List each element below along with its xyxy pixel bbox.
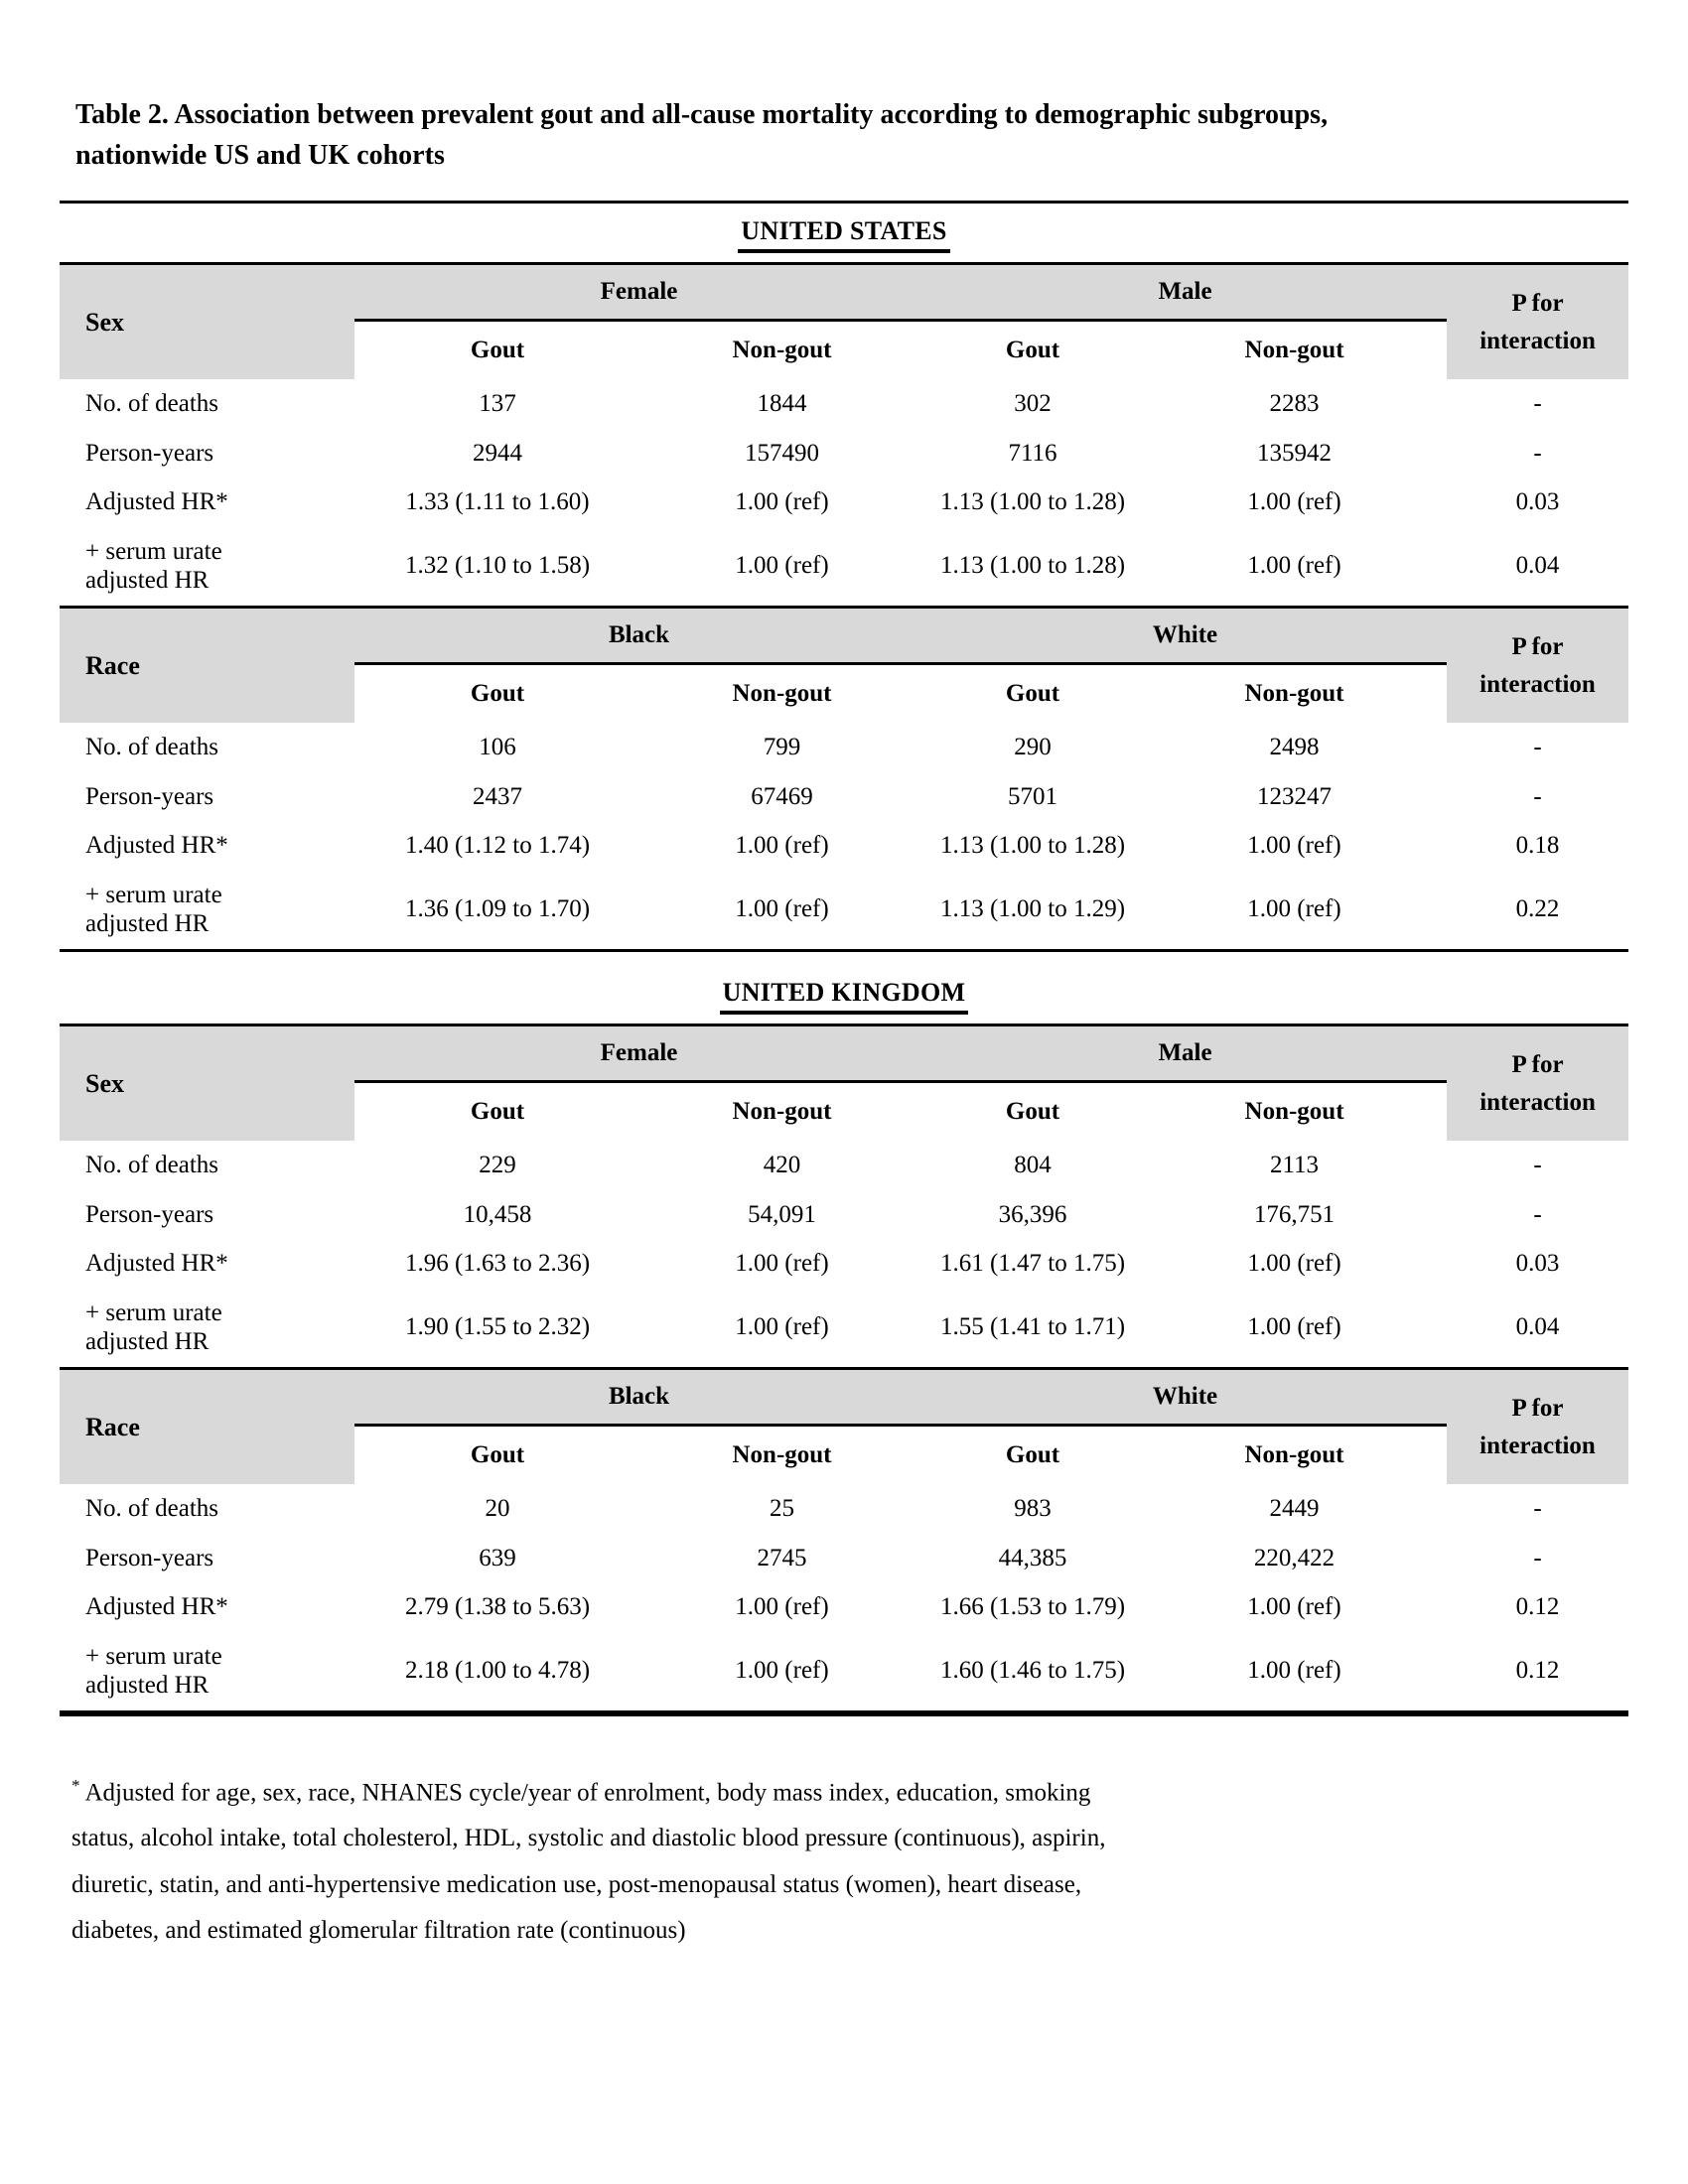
row-label xyxy=(60,1632,354,1713)
cell-value: 639 xyxy=(479,1544,516,1571)
row-serum-urate-adjusted-hr xyxy=(60,1632,1628,1713)
subcolumn-nongout: Non-gout xyxy=(640,1081,923,1141)
cell-p-interaction: - xyxy=(1533,1152,1542,1178)
row-no-of-deaths xyxy=(60,379,1628,429)
cell-value: 1.00 (ref) xyxy=(1247,552,1341,580)
cell-value: 36,396 xyxy=(998,1200,1067,1228)
cell-p-interaction: - xyxy=(1533,1544,1542,1571)
cell-value: 5701 xyxy=(1008,782,1057,810)
cell-value: 1.00 (ref) xyxy=(1247,1657,1341,1685)
group-header-row xyxy=(60,263,1628,320)
section-heading-text: UNITED KINGDOM xyxy=(720,978,969,1015)
cell-p-interaction: - xyxy=(1533,782,1542,810)
cell-value: 2283 xyxy=(1269,390,1320,417)
cell-value: 106 xyxy=(479,734,516,760)
cell-value: 420 xyxy=(763,1152,801,1178)
row-person-years xyxy=(60,1534,1628,1583)
row-person-years xyxy=(60,1190,1628,1240)
cell-p-interaction: 0.04 xyxy=(1515,1313,1560,1341)
row-label-line: adjusted HR xyxy=(85,1328,210,1356)
cell-value: 1.00 (ref) xyxy=(735,1593,829,1620)
subcolumn-nongout: Non-gout xyxy=(1142,663,1447,723)
footnote xyxy=(60,1770,1152,1954)
column-group-female: Female xyxy=(354,1024,923,1081)
row-label: Person-years xyxy=(85,1200,214,1228)
cell-value: 137 xyxy=(479,390,516,417)
cell-value: 67469 xyxy=(751,782,813,810)
column-group-male: Male xyxy=(923,1024,1447,1081)
subcolumn-nongout: Non-gout xyxy=(640,1425,923,1484)
row-serum-urate-adjusted-hr xyxy=(60,1289,1628,1367)
section-heading-united-kingdom xyxy=(60,978,1628,1015)
cell-value: 2498 xyxy=(1269,734,1320,760)
cell-value: 1.00 (ref) xyxy=(735,488,829,515)
row-person-years xyxy=(60,429,1628,478)
cell-value: 1.96 (1.63 to 2.36) xyxy=(404,1250,591,1277)
cell-value: 1.00 (ref) xyxy=(735,1250,829,1277)
column-group-white: White xyxy=(923,1368,1447,1425)
cell-value: 1.00 (ref) xyxy=(735,895,829,923)
cell-value: 1.55 (1.41 to 1.71) xyxy=(939,1313,1126,1341)
row-no-of-deaths xyxy=(60,1484,1628,1534)
row-label: Adjusted HR* xyxy=(85,488,228,516)
row-label: No. of deaths xyxy=(85,390,218,418)
cell-value: 10,458 xyxy=(463,1200,532,1228)
cell-value: 1.00 (ref) xyxy=(1247,1250,1341,1277)
table-title-line2: nationwide US and UK cohorts xyxy=(75,139,445,171)
group-label-race: Race xyxy=(60,607,354,723)
row-label: Adjusted HR* xyxy=(85,1593,228,1621)
row-no-of-deaths xyxy=(60,723,1628,772)
table-title-line1: Table 2. Association between prevalent gout and all-cause mortality according to demographic subgroups, xyxy=(75,99,1329,130)
row-label-line: + serum urate xyxy=(85,1642,222,1670)
p-interaction-header: P for interaction xyxy=(1447,263,1628,379)
row-serum-urate-adjusted-hr xyxy=(60,871,1628,951)
row-label xyxy=(60,1289,354,1367)
subcolumn-gout: Gout xyxy=(923,1081,1142,1141)
section-heading-united-states xyxy=(60,216,1628,253)
row-adjusted-hr xyxy=(60,1582,1628,1632)
cell-p-interaction: 0.04 xyxy=(1515,552,1560,580)
cell-p-interaction: 0.18 xyxy=(1515,832,1560,859)
cell-value: 2745 xyxy=(757,1544,807,1571)
row-label: Person-years xyxy=(85,1544,214,1571)
cell-p-interaction: - xyxy=(1533,734,1542,760)
cell-value: 1.13 (1.00 to 1.28) xyxy=(939,832,1126,859)
cell-value: 25 xyxy=(770,1495,794,1522)
group-label-sex: Sex xyxy=(60,1024,354,1141)
cell-value: 983 xyxy=(1014,1495,1052,1522)
group-header-row xyxy=(60,607,1628,663)
cell-value: 1.32 (1.10 to 1.58) xyxy=(404,552,591,580)
row-label-line: + serum urate xyxy=(85,537,222,565)
cell-value: 1.13 (1.00 to 1.28) xyxy=(939,488,1126,515)
cell-value: 804 xyxy=(1014,1152,1052,1178)
row-label xyxy=(60,871,354,951)
cell-p-interaction: - xyxy=(1533,1495,1542,1522)
row-label: Person-years xyxy=(85,439,214,467)
row-label-line: + serum urate xyxy=(85,881,222,908)
subcolumn-gout: Gout xyxy=(354,1081,640,1141)
cell-value: 1.36 (1.09 to 1.70) xyxy=(404,895,591,923)
row-label: No. of deaths xyxy=(85,734,218,761)
subcolumn-gout: Gout xyxy=(354,663,640,723)
cell-value: 2944 xyxy=(473,439,522,467)
cell-value: 290 xyxy=(1014,734,1052,760)
subcolumn-nongout: Non-gout xyxy=(1142,320,1447,379)
subcolumn-gout: Gout xyxy=(354,320,640,379)
cell-value: 1.33 (1.11 to 1.60) xyxy=(405,488,590,515)
subcolumn-nongout: Non-gout xyxy=(640,663,923,723)
cell-p-interaction: - xyxy=(1533,439,1542,467)
cell-value: 44,385 xyxy=(998,1544,1067,1571)
uk-race-table xyxy=(60,1367,1628,1716)
cell-value: 1.40 (1.12 to 1.74) xyxy=(404,832,591,859)
cell-value: 2.79 (1.38 to 5.63) xyxy=(404,1593,591,1620)
uk-sex-table xyxy=(60,1024,1628,1367)
cell-value: 1.61 (1.47 to 1.75) xyxy=(939,1250,1126,1277)
cell-value: 1.00 (ref) xyxy=(735,832,829,859)
cell-value: 123247 xyxy=(1257,782,1332,810)
cell-value: 54,091 xyxy=(748,1200,816,1228)
cell-p-interaction: 0.12 xyxy=(1515,1593,1560,1620)
cell-value: 1.00 (ref) xyxy=(1247,832,1341,859)
cell-p-interaction: - xyxy=(1533,390,1542,417)
p-interaction-header: P for interaction xyxy=(1447,1368,1628,1484)
subcolumn-nongout: Non-gout xyxy=(1142,1425,1447,1484)
row-adjusted-hr xyxy=(60,1239,1628,1289)
p-interaction-header: P for interaction xyxy=(1447,607,1628,723)
cell-value: 1.00 (ref) xyxy=(735,552,829,580)
cell-value: 1.60 (1.46 to 1.75) xyxy=(939,1657,1126,1685)
group-label-race: Race xyxy=(60,1368,354,1484)
column-group-black: Black xyxy=(354,607,923,663)
column-group-white: White xyxy=(923,607,1447,663)
us-race-table xyxy=(60,606,1628,952)
subcolumn-gout: Gout xyxy=(923,1425,1142,1484)
cell-p-interaction: 0.03 xyxy=(1515,488,1560,515)
cell-value: 1.66 (1.53 to 1.79) xyxy=(939,1593,1126,1620)
cell-value: 7116 xyxy=(1008,439,1057,467)
row-label-line: + serum urate xyxy=(85,1298,222,1326)
column-group-female: Female xyxy=(354,263,923,320)
subcolumn-gout: Gout xyxy=(923,663,1142,723)
row-label-line: adjusted HR xyxy=(85,567,210,595)
cell-value: 1.90 (1.55 to 2.32) xyxy=(404,1313,591,1341)
group-header-row xyxy=(60,1368,1628,1425)
cell-value: 2113 xyxy=(1269,1152,1320,1178)
cell-value: 1.00 (ref) xyxy=(1247,1313,1341,1341)
row-label: Adjusted HR* xyxy=(85,832,228,860)
top-rule xyxy=(60,201,1628,204)
cell-value: 2.18 (1.00 to 4.78) xyxy=(404,1657,591,1685)
cell-p-interaction: - xyxy=(1533,1200,1542,1228)
footnote-asterisk: * xyxy=(71,1775,80,1795)
cell-value: 176,751 xyxy=(1253,1200,1336,1228)
row-label: Person-years xyxy=(85,782,214,810)
cell-value: 1.13 (1.00 to 1.29) xyxy=(939,895,1126,923)
subcolumn-nongout: Non-gout xyxy=(640,320,923,379)
cell-value: 2449 xyxy=(1269,1495,1320,1522)
row-label: No. of deaths xyxy=(85,1495,218,1523)
subcolumn-gout: Gout xyxy=(923,320,1142,379)
row-adjusted-hr xyxy=(60,821,1628,871)
section-heading-text: UNITED STATES xyxy=(738,216,949,253)
cell-value: 135942 xyxy=(1257,439,1333,467)
cell-value: 20 xyxy=(485,1495,510,1522)
cell-p-interaction: 0.22 xyxy=(1515,895,1560,923)
us-sex-table xyxy=(60,262,1628,606)
cell-value: 220,422 xyxy=(1253,1544,1336,1571)
cell-p-interaction: 0.03 xyxy=(1515,1250,1560,1277)
footnote-text: Adjusted for age, sex, race, NHANES cycle/year of enrolment, body mass index, education, smoking status, alcohol intake, total cholesterol, HDL, systolic and diastolic blood pressure (continuous), aspirin, diuretic, statin, and anti-hypertensive medication use, post-menopausal status (women), heart disease, diabetes, and estimated glomerular filtration rate (continuous) xyxy=(71,1779,1106,1944)
row-label-line: adjusted HR xyxy=(85,910,210,938)
cell-p-interaction: 0.12 xyxy=(1515,1657,1560,1685)
subcolumn-gout: Gout xyxy=(354,1425,640,1484)
cell-value: 1.00 (ref) xyxy=(735,1657,829,1685)
row-label xyxy=(60,527,354,606)
cell-value: 1.00 (ref) xyxy=(1247,895,1341,923)
row-label: Adjusted HR* xyxy=(85,1250,228,1278)
column-group-male: Male xyxy=(923,263,1447,320)
group-label-sex: Sex xyxy=(60,263,354,379)
cell-value: 2437 xyxy=(473,782,522,810)
row-person-years xyxy=(60,772,1628,822)
row-adjusted-hr xyxy=(60,478,1628,527)
cell-value: 1844 xyxy=(757,390,807,417)
cell-value: 302 xyxy=(1014,390,1052,417)
cell-value: 1.13 (1.00 to 1.28) xyxy=(939,552,1126,580)
table-title xyxy=(60,95,1628,177)
group-header-row xyxy=(60,1024,1628,1081)
cell-value: 1.00 (ref) xyxy=(735,1313,829,1341)
row-label: No. of deaths xyxy=(85,1152,218,1179)
subcolumn-nongout: Non-gout xyxy=(1142,1081,1447,1141)
cell-value: 229 xyxy=(479,1152,516,1178)
row-serum-urate-adjusted-hr xyxy=(60,527,1628,606)
column-group-black: Black xyxy=(354,1368,923,1425)
cell-value: 157490 xyxy=(745,439,819,467)
row-label-line: adjusted HR xyxy=(85,1672,210,1700)
cell-value: 1.00 (ref) xyxy=(1247,488,1341,515)
p-interaction-header: P for interaction xyxy=(1447,1024,1628,1141)
cell-value: 799 xyxy=(763,734,801,760)
cell-value: 1.00 (ref) xyxy=(1247,1593,1341,1620)
row-no-of-deaths xyxy=(60,1141,1628,1190)
